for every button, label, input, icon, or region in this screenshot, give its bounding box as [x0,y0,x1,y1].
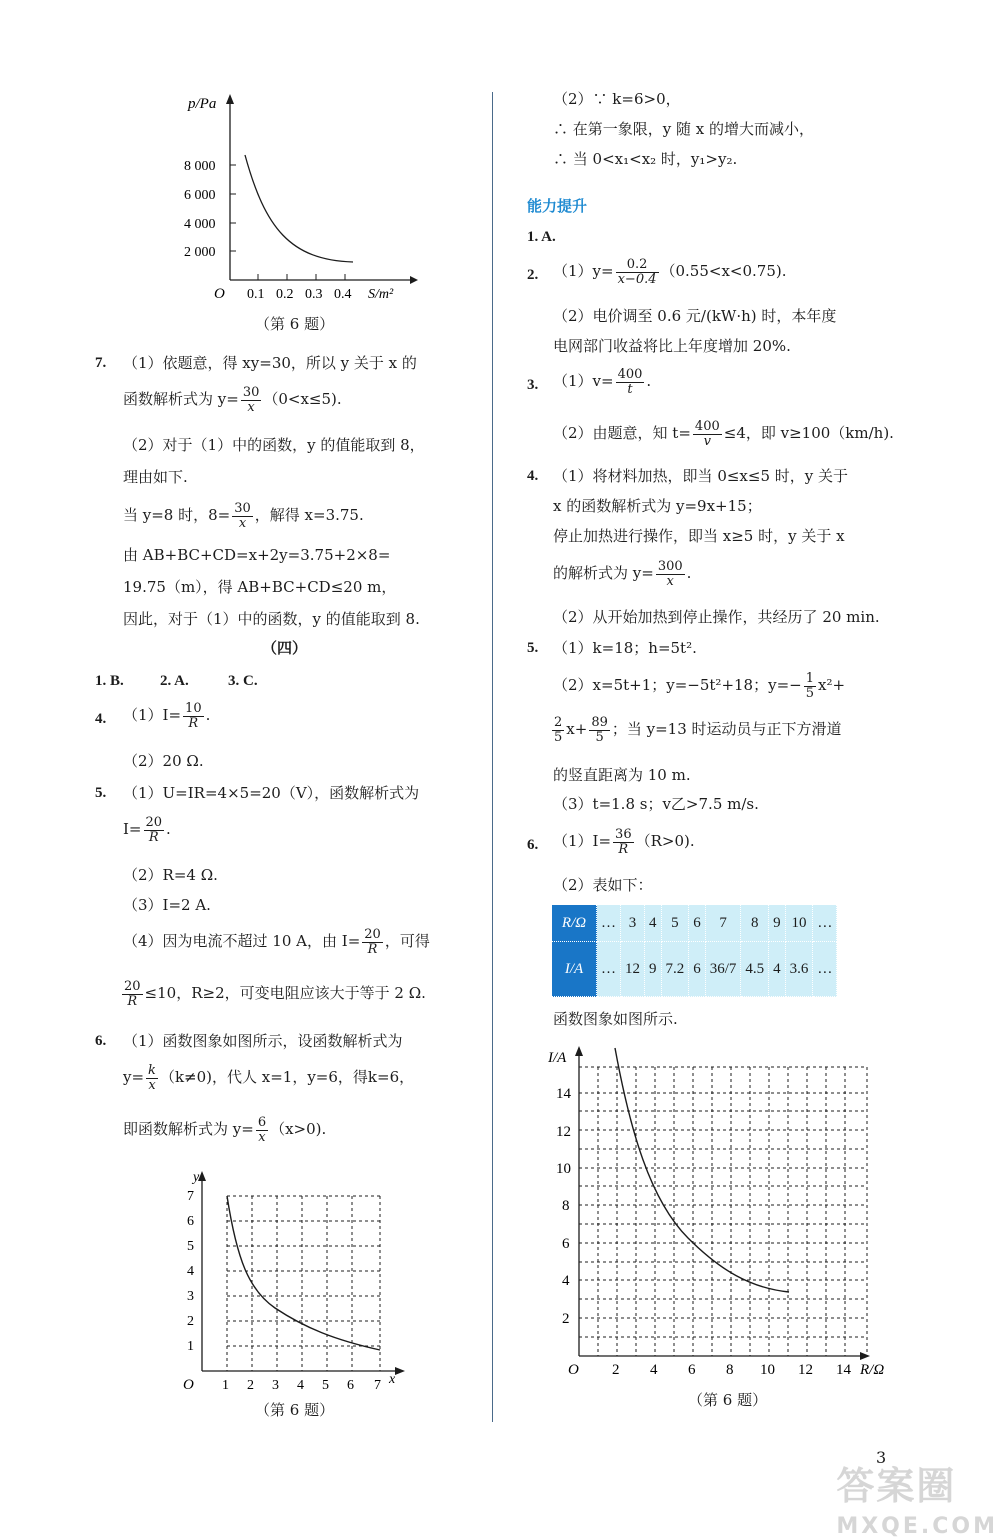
r4-line4a: 的解析式为 y= [553,564,654,583]
r4-number: 4. [527,468,539,484]
section-four-title: （四） [262,641,308,657]
fig2-ytick: 6 [187,1214,194,1229]
q6-number: 6. [95,1033,107,1049]
fig3-xtick: 14 [836,1362,851,1378]
fig2-origin: O [183,1377,194,1393]
fig3-xtick: 4 [650,1362,658,1378]
fig2-xtick: 2 [247,1378,254,1393]
r3-line2a: （2）由题意，知 t= [553,424,691,443]
prev-q-line1: （2）∵ k=6>0， [553,90,681,108]
fig1-origin: O [214,286,225,302]
table-cell: 4.5 [741,942,769,997]
table-cell: … [813,905,837,942]
r5-line3 [550,716,842,744]
fraction: $\frac{20}{R}$ [145,815,163,845]
fig2-ytick: 1 [187,1339,194,1354]
fig2-ytick: 3 [187,1289,194,1304]
q5-line2a: I= [123,820,142,839]
prev-q-line3: ∴ 当 0<x₁<x₂ 时，y₁>y₂. [553,150,738,168]
fig3-xtick: 12 [798,1362,813,1378]
watermark-sub: MXQE.COM [836,1514,998,1539]
table-header-i: I/A [552,942,597,997]
q6-line2b: （k≠0)，代人 x=1，y=6，得k=6， [159,1068,415,1087]
fig2-ytick: 7 [187,1189,194,1204]
r2-line2: （2）电价调至 0.6 元/(kW·h) 时，本年度 [553,307,837,325]
q7-line7: 19.75（m），得 AB+BC+CD≤20 m， [123,578,397,596]
fig1-ylabel: p/Pa [188,96,217,112]
table-cell: 4 [769,942,786,997]
fig3-ytick: 8 [562,1198,570,1214]
answer-3: 3. C. [228,673,258,689]
r4-line5: （2）从开始加热到停止操作，共经历了 20 min. [553,608,880,626]
table-cell: 8 [741,905,769,942]
fraction: $\frac{400}{v}$ [694,419,720,449]
r3-line2 [553,420,894,448]
fig2-ytick: 4 [187,1264,194,1279]
pressure-area-graph [170,88,420,310]
table-row [552,942,837,997]
table-cell: 9 [645,942,662,997]
fig3-ytick: 14 [556,1086,571,1102]
q5-line2b: . [166,820,171,839]
r4-line4 [553,560,691,588]
fig3-origin: O [568,1362,579,1378]
q7-line6: 由 AB+BC+CD=x+2y=3.75+2×8= [123,546,391,564]
r2-line1 [553,258,787,286]
table-cell: … [597,905,621,942]
fig1-ytick: 2 000 [184,245,216,260]
r-answer-1: 1. A. [527,229,556,245]
q5-line6-text: ≤10，R≥2，可变电阻应该大于等于 2 Ω. [144,984,426,1003]
q7-line5 [123,502,364,530]
fig1-xtick: 0.2 [276,287,294,302]
table-cell: 7.2 [661,942,689,997]
fig3-ytick: 10 [556,1161,571,1177]
q7-line5b: ，解得 x=3.75. [254,506,364,525]
q5-line3: （2）R=4 Ω. [123,866,218,884]
q5-line5a: （4）因为电流不超过 10 A，由 I= [123,932,361,951]
fig2-xtick: 6 [347,1378,354,1393]
q7-line5a: 当 y=8 时，8= [123,506,231,525]
q6-line3a: 即函数解析式为 y= [123,1120,254,1139]
fig2-xtick: 5 [322,1378,329,1393]
fraction: $\frac{20}{R}$ [124,979,141,1009]
q7-line3: （2）对于（1）中的函数，y 的值能取到 8， [123,436,425,454]
q4-line2: （2）20 Ω. [123,752,204,770]
table-cell: 4 [645,905,662,942]
r6-line3: 函数图象如图所示. [553,1010,678,1028]
r5-line3a: x+ [566,720,588,739]
q6-line3 [123,1116,326,1144]
fig1-xtick: 0.4 [334,287,352,302]
table-cell: 36/7 [705,942,741,997]
r5-line1: （1）k=18；h=5t². [553,639,697,657]
fraction: $\frac{1}{5}$ [805,671,814,701]
q7-number: 7. [95,355,107,371]
q5-line5 [123,928,430,956]
fig3-xtick: 2 [612,1362,620,1378]
fig3-ytick: 2 [562,1311,570,1327]
fraction: $\frac{36}{R}$ [615,827,632,857]
table-cell: 7 [705,905,741,942]
fig2-xtick: 4 [297,1378,304,1393]
fraction: $\frac{400}{t}$ [617,367,643,397]
fraction: $\frac{0.2}{x-0.4}$ [617,257,657,287]
q6-line2a: y= [123,1068,145,1087]
fig3-xtick: 10 [760,1362,775,1378]
r6-line1b: （R>0). [635,832,695,851]
fig3-xlabel: R/Ω [860,1362,885,1378]
q6-line2 [123,1064,414,1092]
fraction: $\frac{6}{x}$ [257,1115,267,1145]
q4-line1b: . [205,706,211,725]
r3-number: 3. [527,377,539,393]
r3-line1 [553,368,651,396]
fig3-ylabel: I/A [548,1050,567,1066]
r6-line1 [553,828,695,856]
table-cell: … [597,942,621,997]
q5-line2 [123,816,171,844]
q7-line8: 因此，对于（1）中的函数，y 的值能取到 8. [123,610,420,628]
fig2-xtick: 1 [222,1378,229,1393]
r2-number: 2. [527,267,539,283]
q4-line1a: （1）I= [123,706,182,725]
watermark-logo [836,1455,998,1539]
r5-line2 [553,672,845,700]
table-cell: 6 [689,905,706,942]
fig3-ytick: 6 [562,1236,570,1252]
table-cell: 6 [689,942,706,997]
q5-line4: （3）I=2 A. [123,896,211,914]
fig1-xlabel: S/m² [368,287,394,302]
q7-line4: 理由如下. [123,468,188,486]
table-header-r: R/Ω [552,905,597,942]
table-cell: 12 [621,942,645,997]
table-cell: 5 [661,905,689,942]
r3-line2b: ≤4，即 v≥100（km/h). [723,424,894,443]
fig1-ytick: 4 000 [184,217,216,232]
r2-line1b: （0.55<x<0.75). [660,262,787,281]
fig2-caption: （第 6 题） [255,1401,335,1419]
r6-line2: （2）表如下： [553,876,653,894]
r5-line2a: （2）x=5t+1；y=−5t²+18；y=− [553,676,802,695]
fig2-xtick: 7 [374,1378,381,1393]
q5-line6 [120,980,426,1008]
q7-line2 [123,386,342,414]
fig3-xtick: 6 [688,1362,696,1378]
r6-line1a: （1）I= [553,832,612,851]
r3-line1b: . [646,372,652,391]
fig2-xtick: 3 [272,1378,279,1393]
q4-line1 [123,702,210,730]
fraction: $\frac{89}{5}$ [591,715,608,745]
r2-line3: 电网部门收益将比上年度增加 20%. [553,337,791,355]
q7-line1: （1）依题意，得 xy=30，所以 y 关于 x 的 [123,354,417,372]
inverse-function-graph [175,1165,415,1395]
fig1-xtick: 0.3 [305,287,323,302]
r4-line2: x 的函数解析式为 y=9x+15； [553,497,762,515]
r5-line3b: ；当 y=13 时运动员与正下方滑道 [611,720,842,739]
watermark-text: 答案圈 [836,1464,957,1508]
r4-line4b: . [686,564,692,583]
fig3-caption: （第 6 题） [688,1391,768,1409]
fig1-ytick: 8 000 [184,159,216,174]
table-cell: 3 [621,905,645,942]
q6-line1: （1）函数图象如图所示，设函数解析式为 [123,1032,403,1050]
fig2-ylabel: y [193,1170,200,1185]
r5-number: 5. [527,640,539,656]
q6-line3b: （x>0). [270,1120,327,1139]
q7-line2a: 函数解析式为 y= [123,390,239,409]
table-cell: 3.6 [785,942,813,997]
r3-line1a: （1）v= [553,372,614,391]
column-divider [492,92,493,1422]
r5-line2b: x²+ [818,676,846,695]
fig1-ytick: 6 000 [184,188,216,203]
fraction: $\frac{2}{5}$ [554,715,563,745]
q4-number: 4. [95,711,107,727]
fraction: $\frac{10}{R}$ [185,701,202,731]
r6-number: 6. [527,837,539,853]
fig2-xlabel: x [389,1372,396,1387]
fraction: $\frac{k}{x}$ [148,1063,156,1093]
r5-line5: （3）t=1.8 s；v乙>7.5 m/s. [553,795,759,813]
fig2-ytick: 5 [187,1239,194,1254]
section-heading: 能力提升 [527,197,588,215]
prev-q-line2: ∴ 在第一象限，y 随 x 的增大而减小， [553,120,815,138]
q5-line1: （1）U=IR=4×5=20（V），函数解析式为 [123,784,420,802]
fraction: $\frac{30}{x}$ [234,501,251,531]
table-cell: 9 [769,905,786,942]
current-resistance-graph [540,1040,900,1380]
fig3-ytick: 4 [562,1273,570,1289]
answer-1: 1. B. [95,673,124,689]
r4-line1: （1）将材料加热，即当 0≤x≤5 时，y 关于 [553,467,849,485]
table-cell: 10 [785,905,813,942]
answer-2: 2. A. [160,673,189,689]
resistance-current-table [551,904,837,997]
q5-line5b: ，可得 [384,932,430,951]
r5-line4: 的竖直距离为 10 m. [553,766,691,784]
table-row [552,905,837,942]
table-cell: … [813,942,837,997]
fig2-ytick: 2 [187,1314,194,1329]
fig3-ytick: 12 [556,1124,571,1140]
fraction: $\frac{300}{x}$ [657,559,683,589]
fraction: $\frac{20}{R}$ [364,927,381,957]
fig3-xtick: 8 [726,1362,734,1378]
fig1-xtick: 0.1 [247,287,265,302]
r2-line1a: （1）y= [553,262,614,281]
fraction: $\frac{30}{x}$ [242,385,260,415]
q5-number: 5. [95,785,107,801]
page-number: 3 [876,1448,887,1467]
r4-line3: 停止加热进行操作，即当 x≥5 时，y 关于 x [553,527,845,545]
fig1-caption: （第 6 题） [255,315,335,333]
q7-line2b: （0<x≤5). [263,390,342,409]
